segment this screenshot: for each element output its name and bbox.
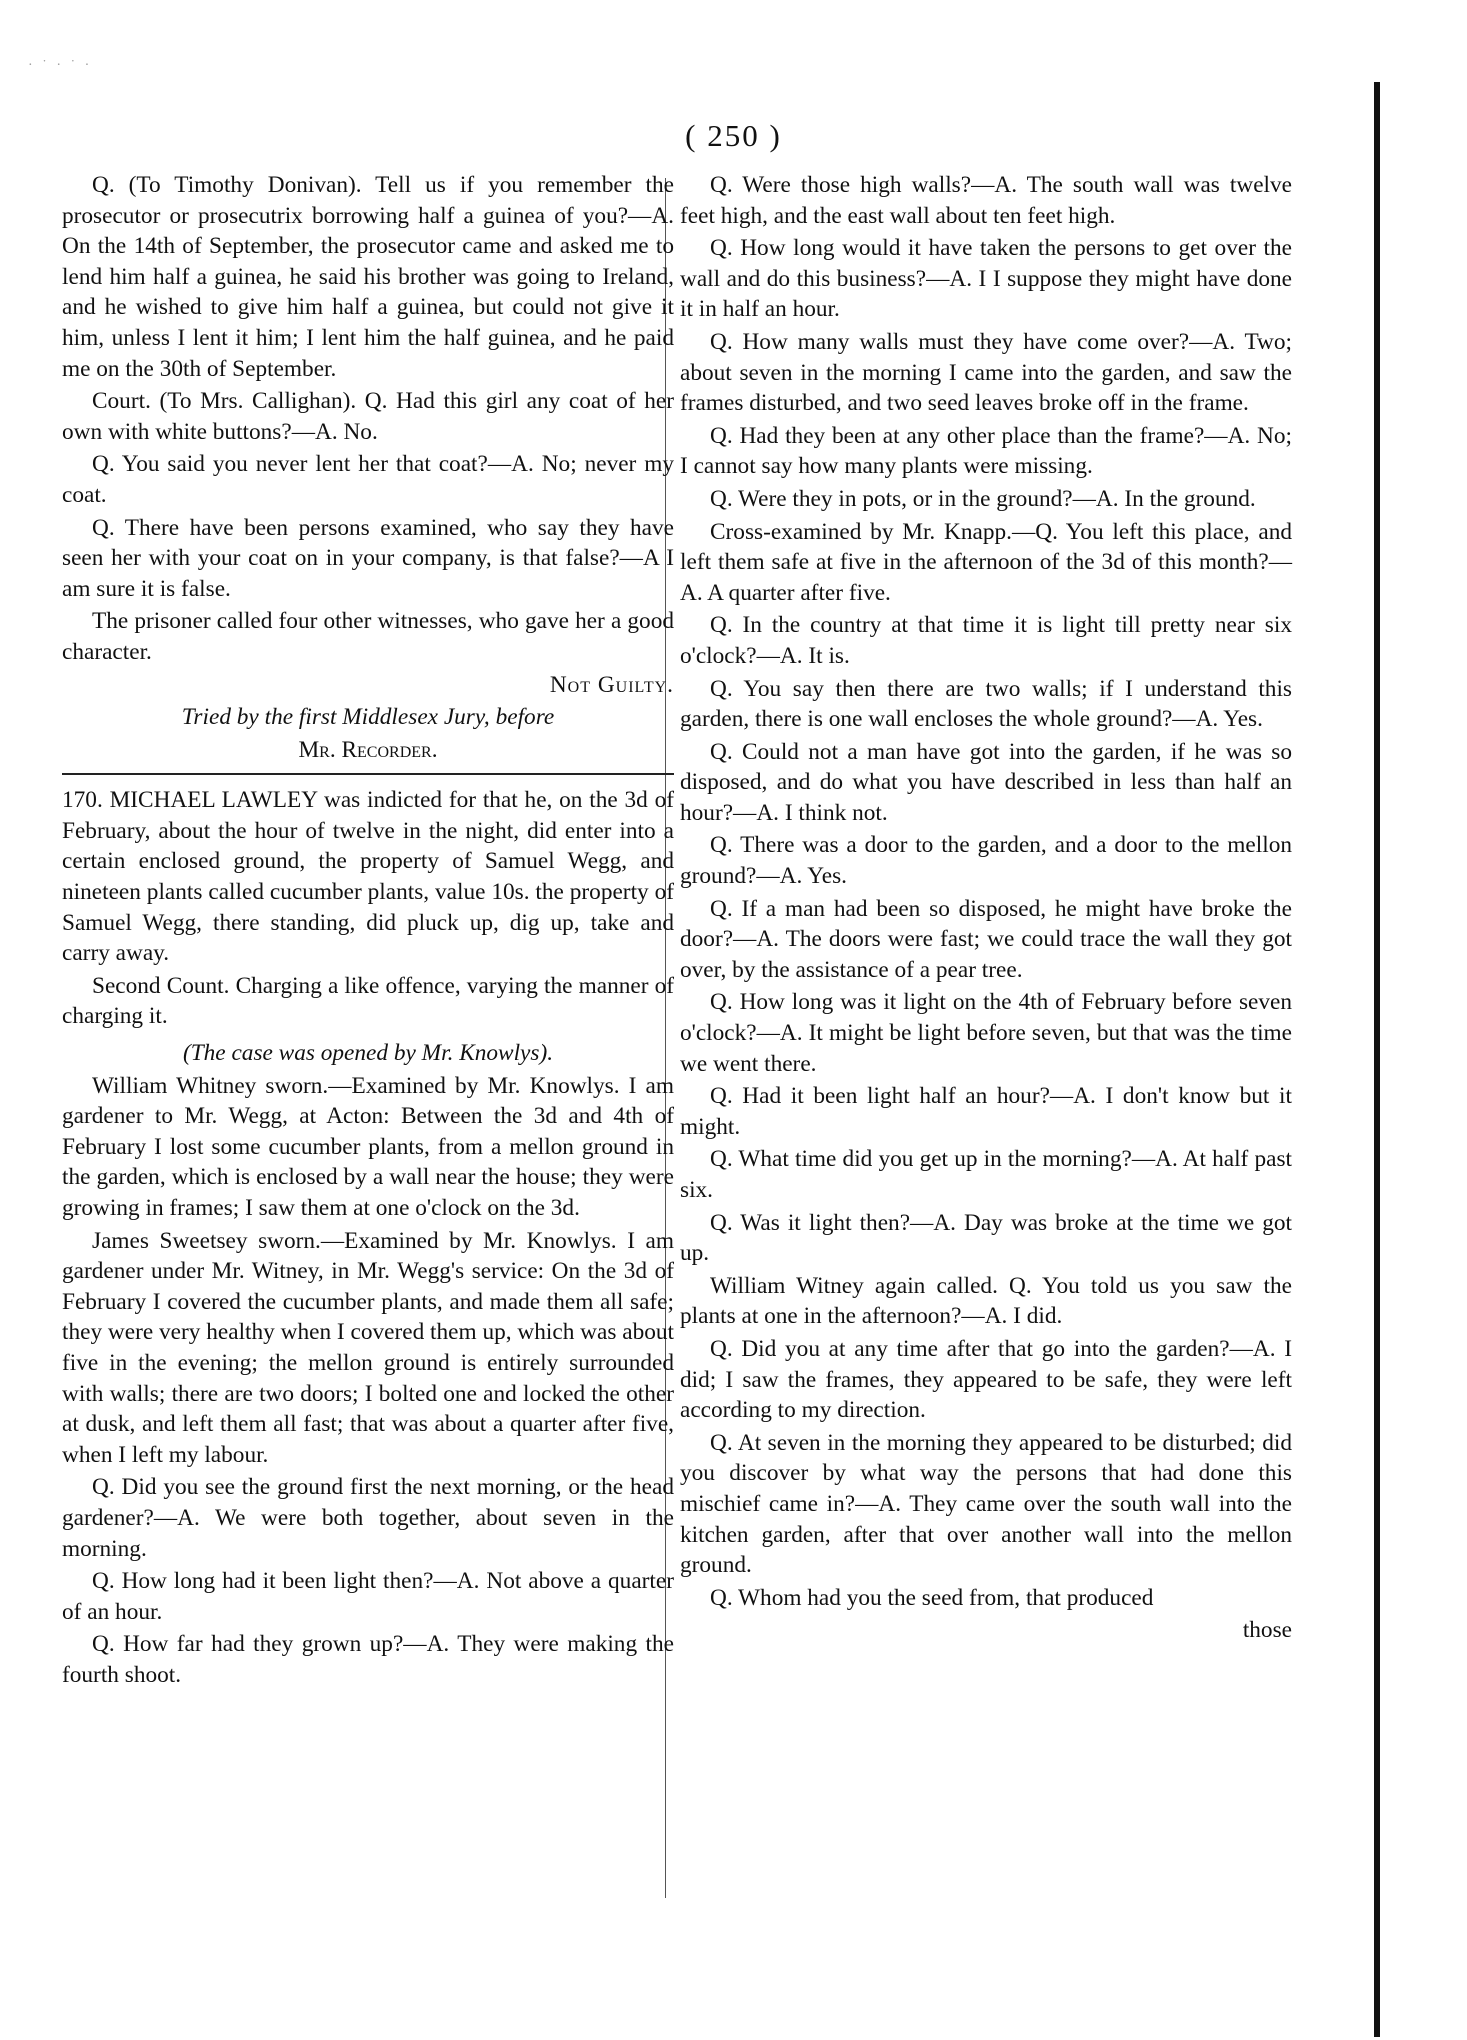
- text-paragraph: Q. Did you see the ground first the next morning, or the head gardener?—A. We were both together, about seven in the morning.: [62, 1474, 674, 1562]
- left-column: [62, 170, 674, 1693]
- text-paragraph: Q. There was a door to the garden, and a door to the mellon ground?—A. Yes.: [680, 832, 1292, 890]
- text-paragraph: William Witney again called. Q. You told us you saw the plants at one in the afternoon?—A. I did.: [680, 1272, 1292, 1330]
- right-column: [680, 170, 1292, 1648]
- text-paragraph: Q. At seven in the morning they appeared to be disturbed; did you discover by what way the persons that had done this mischief came in?—A. They came over the south wall into the kitchen garden, after that over another wall into the mellon ground.: [680, 1429, 1292, 1579]
- text-paragraph: Q. Were those high walls?—A. The south wall was twelve feet high, and the east wall about ten feet high.: [680, 172, 1292, 229]
- text-paragraph: Q. Had it been light half an hour?—A. I don't know but it might.: [680, 1083, 1292, 1140]
- jury-line: Tried by the first Middlesex Jury, before: [181, 704, 555, 731]
- text-paragraph: Q. In the country at that time it is light till pretty near six o'clock?—A. It is.: [680, 612, 1292, 669]
- text-paragraph: Q. How many walls must they have come over?—A. Two; about seven in the morning I came into the garden, and saw the frames disturbed, and two seed leaves broke off in the frame.: [680, 328, 1292, 417]
- text-paragraph: The prisoner called four other witnesses, who gave her a good character.: [62, 608, 674, 665]
- text-paragraph: Q. How long had it been light then?—A. Not above a quarter of an hour.: [62, 1568, 674, 1625]
- page-number: ( 250 ): [685, 118, 782, 153]
- text-paragraph: Q. You say then there are two walls; if I understand this garden, there is one wall encloses the whole ground?—A. Yes.: [680, 675, 1292, 733]
- verdict-line: Not Guilty.: [549, 671, 674, 698]
- jury-judge-line: Mr. Recorder.: [298, 736, 438, 763]
- case-opening-note: (The case was opened by Mr. Knowlys).: [182, 1040, 554, 1067]
- margin-specks: · ˙ · ˙ ·: [28, 58, 93, 73]
- text-paragraph: Cross-examined by Mr. Knapp.—Q. You left this place, and left them safe at five in the afternoon of the 3d of this month?—A. A quarter after five.: [680, 518, 1292, 606]
- text-paragraph: Q. Were they in pots, or in the ground?—A. In the ground.: [710, 485, 1256, 512]
- text-paragraph: Q. Whom had you the seed from, that produced: [710, 1584, 1154, 1611]
- text-paragraph: Q. Did you at any time after that go into the garden?—A. I did; I saw the frames, they appeared to be safe, they were left according to my direction.: [680, 1335, 1292, 1424]
- catchword: those: [1242, 1617, 1292, 1644]
- text-paragraph: Q. What time did you get up in the morning?—A. At half past six.: [680, 1146, 1292, 1203]
- text-paragraph: Q. Could not a man have got into the garden, if he was so disposed, and do what you have described in less than half an hour?—A. I think not.: [680, 738, 1292, 826]
- text-paragraph: Q. If a man had been so disposed, he might have broke the door?—A. The doors were fast; we could trace the wall they got over, by the assistance of a pear tree.: [680, 895, 1292, 983]
- text-paragraph: Q. You said you never lent her that coat?—A. No; never my coat.: [62, 451, 674, 508]
- text-paragraph: Court. (To Mrs. Callighan). Q. Had this girl any coat of her own with white buttons?—A. No.: [62, 388, 674, 445]
- text-paragraph: Q. How long was it light on the 4th of February before seven o'clock?—A. It might be light before seven, but that was the time we went there.: [680, 989, 1292, 1077]
- text-paragraph: Q. Was it light then?—A. Day was broke at the time we got up.: [680, 1209, 1292, 1267]
- text-paragraph: Q. How long would it have taken the persons to get over the wall and do this business?—A. I I suppose they might have done it in half an hour.: [680, 235, 1292, 323]
- page-edge-rule: [1374, 82, 1380, 2037]
- case-indictment: 170. MICHAEL LAWLEY was indicted for that he, on the 3d of February, about the hour of twelve in the night, did enter into a certain enclosed ground, the property of Samuel Wegg, and nineteen plants called cucumber plants, value 10s. the property of Samuel Wegg, there standing, did pluck up, dig up, take and carry away.: [62, 787, 674, 967]
- text-paragraph: James Sweetsey sworn.—Examined by Mr. Knowlys. I am gardener under Mr. Witney, in Mr. Wegg's service: On the 3d of February I covered the cucumber plants, and made them all safe; they were very healthy when I covered them up, which was about five in the evening; the mellon ground is entirely surrounded with walls; there are two doors; I bolted one and locked the other at dusk, and left them all fast; that was about a quarter after five, when I left my labour.: [62, 1227, 674, 1468]
- text-paragraph: Q. Had they been at any other place than the frame?—A. No; I cannot say how many plants were missing.: [680, 422, 1292, 480]
- text-paragraph: Q. (To Timothy Donivan). Tell us if you remember the prosecutor or prosecutrix borrowing half a guinea of you?—A. On the 14th of September, the prosecutor came and asked me to lend him half a guinea, he said his brother was going to Ireland, and he wished to give him half a guinea, but could not give it him, unless I lent it him; I lent him the half guinea, and he paid me on the 30th of September.: [62, 172, 674, 382]
- case-separator-rule: [62, 773, 674, 775]
- text-paragraph: Q. There have been persons examined, who say they have seen her with your coat on in your company, is that false?—A I am sure it is false.: [62, 514, 674, 602]
- text-paragraph: William Whitney sworn.—Examined by Mr. Knowlys. I am gardener to Mr. Wegg, at Acton: Between the 3d and 4th of February I lost some cucumber plants, from a mellon ground in the garden, which is enclosed by a wall near the house; they were growing in frames; I saw them at one o'clock on the 3d.: [62, 1072, 674, 1221]
- text-paragraph: Second Count. Charging a like offence, varying the manner of charging it.: [62, 972, 674, 1030]
- text-paragraph: Q. How far had they grown up?—A. They were making the fourth shoot.: [62, 1631, 674, 1688]
